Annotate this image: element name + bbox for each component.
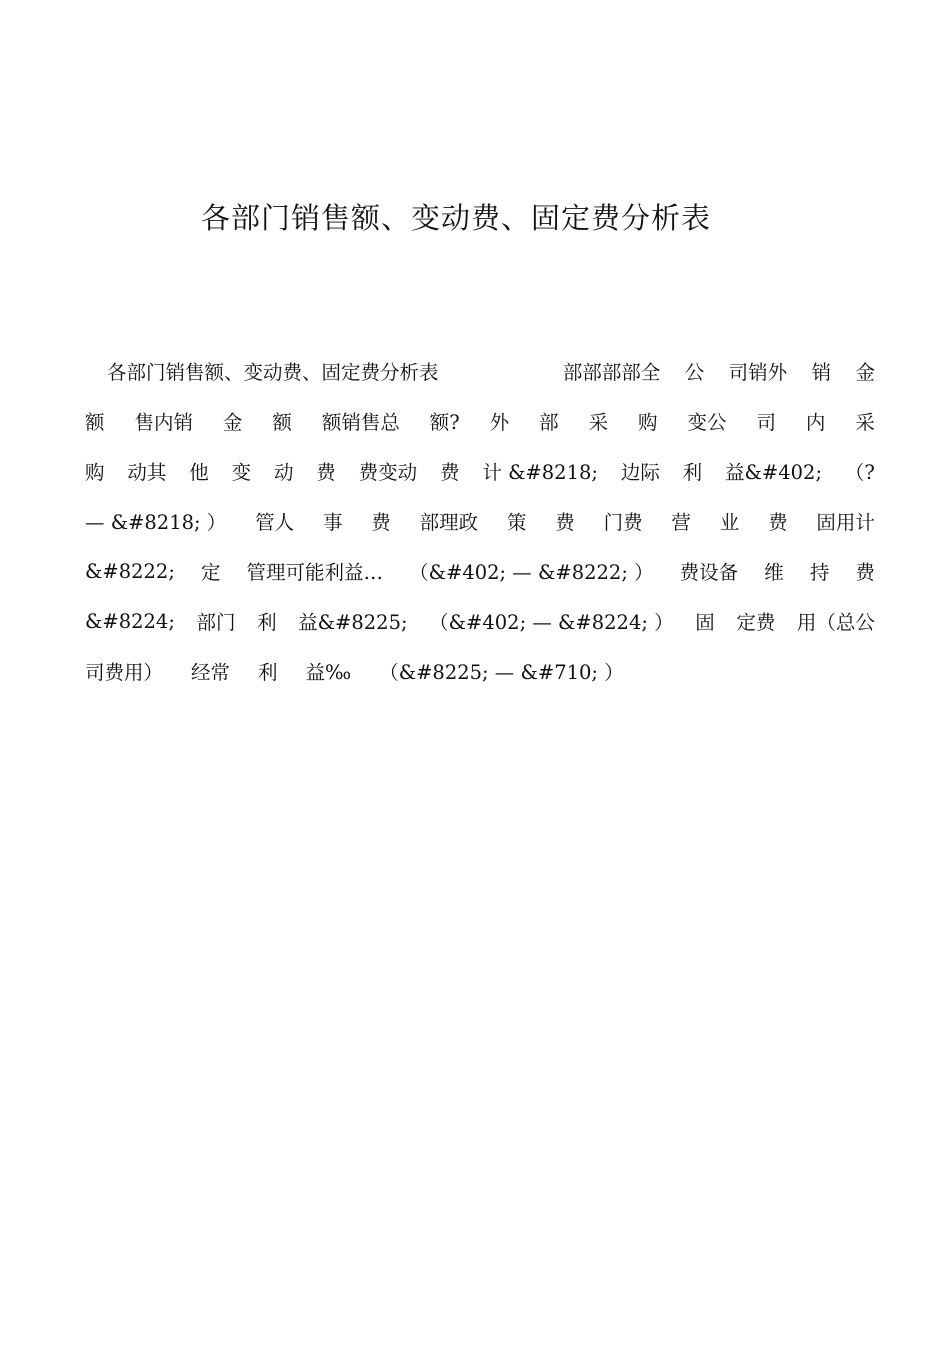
- text-fragment: 销: [811, 361, 832, 384]
- text-fragment: 部理政: [419, 511, 479, 534]
- text-fragment: 部部部部全: [562, 361, 661, 384]
- text-fragment: 动其: [127, 461, 167, 484]
- text-fragment: 定费: [736, 611, 776, 634]
- body-line: [85, 596, 875, 646]
- text-fragment: 金: [855, 361, 875, 384]
- text-fragment: （&#8225; — &#710; ）: [379, 661, 624, 684]
- text-fragment: 边际: [620, 461, 660, 484]
- text-fragment: 益‰: [305, 661, 352, 684]
- text-fragment: 额: [272, 411, 292, 434]
- text-fragment: 外: [489, 411, 510, 434]
- text-fragment: 采: [588, 411, 609, 434]
- text-fragment: （?: [844, 461, 875, 484]
- text-fragment: — &#8218; ）: [85, 511, 227, 534]
- text-fragment: 用（总公: [796, 611, 875, 634]
- text-fragment: 购: [85, 461, 105, 484]
- text-fragment: 益&#8225;: [298, 611, 408, 634]
- text-fragment: 公: [684, 361, 705, 384]
- document-body: [85, 346, 875, 696]
- text-fragment: 利: [257, 611, 277, 634]
- text-fragment: 费: [555, 511, 575, 534]
- text-fragment: 采: [855, 411, 875, 434]
- text-fragment: 益&#402;: [725, 461, 823, 484]
- text-fragment: 额销售总: [321, 411, 400, 434]
- text-fragment: 费: [371, 511, 391, 534]
- text-fragment: 费变动: [358, 461, 418, 484]
- text-fragment: 司费用）: [85, 661, 164, 684]
- text-fragment: 他: [189, 461, 209, 484]
- text-fragment: 金: [222, 411, 243, 434]
- text-fragment: 各部门销售额、变动费、固定费分析表: [107, 361, 439, 384]
- text-fragment: 费: [768, 511, 788, 534]
- text-fragment: 内: [805, 411, 826, 434]
- text-fragment: 购: [638, 411, 658, 434]
- text-fragment: 费: [855, 561, 875, 584]
- body-line: [85, 346, 875, 396]
- text-fragment: &#8224;: [85, 609, 175, 633]
- text-fragment: 售内销: [134, 411, 193, 434]
- text-fragment: &#8222;: [85, 559, 175, 583]
- text-fragment: 定: [200, 561, 221, 584]
- text-fragment: 经常: [191, 661, 231, 684]
- text-fragment: 动: [273, 461, 294, 484]
- body-line: [85, 546, 875, 596]
- text-fragment: 利: [682, 461, 703, 484]
- text-fragment: 额: [85, 411, 105, 434]
- text-fragment: 司销外: [728, 361, 788, 384]
- text-fragment: 管理可能利益…: [246, 561, 384, 584]
- text-fragment: 持: [809, 561, 830, 584]
- text-fragment: 计 &#8218;: [482, 461, 598, 484]
- text-fragment: 营: [671, 511, 691, 534]
- text-fragment: 费设备: [679, 561, 739, 584]
- body-line: [85, 446, 875, 496]
- document-title: 各部门销售额、变动费、固定费分析表: [200, 201, 711, 235]
- text-fragment: 事: [322, 511, 343, 534]
- text-fragment: 变公: [687, 411, 727, 434]
- text-fragment: 司: [756, 411, 776, 434]
- body-line: [85, 496, 875, 546]
- text-fragment: 利: [258, 661, 278, 684]
- text-fragment: 固: [695, 611, 715, 634]
- text-fragment: 费: [440, 461, 460, 484]
- body-line: [85, 646, 875, 696]
- text-fragment: （&#402; — &#8222; ）: [409, 561, 654, 584]
- text-fragment: 部: [539, 411, 559, 434]
- text-fragment: 部门: [196, 611, 236, 634]
- text-fragment: 维: [764, 561, 784, 584]
- text-fragment: （&#402; — &#8224; ）: [429, 611, 674, 634]
- body-line: [85, 396, 875, 446]
- text-fragment: 额?: [429, 411, 460, 434]
- text-fragment: 管人: [255, 511, 295, 534]
- text-fragment: 费: [316, 461, 336, 484]
- text-fragment: 业: [719, 511, 740, 534]
- text-fragment: 固用计: [816, 511, 875, 534]
- text-fragment: 门费: [603, 511, 643, 534]
- text-fragment: 变: [231, 461, 252, 484]
- text-fragment: 策: [506, 511, 527, 534]
